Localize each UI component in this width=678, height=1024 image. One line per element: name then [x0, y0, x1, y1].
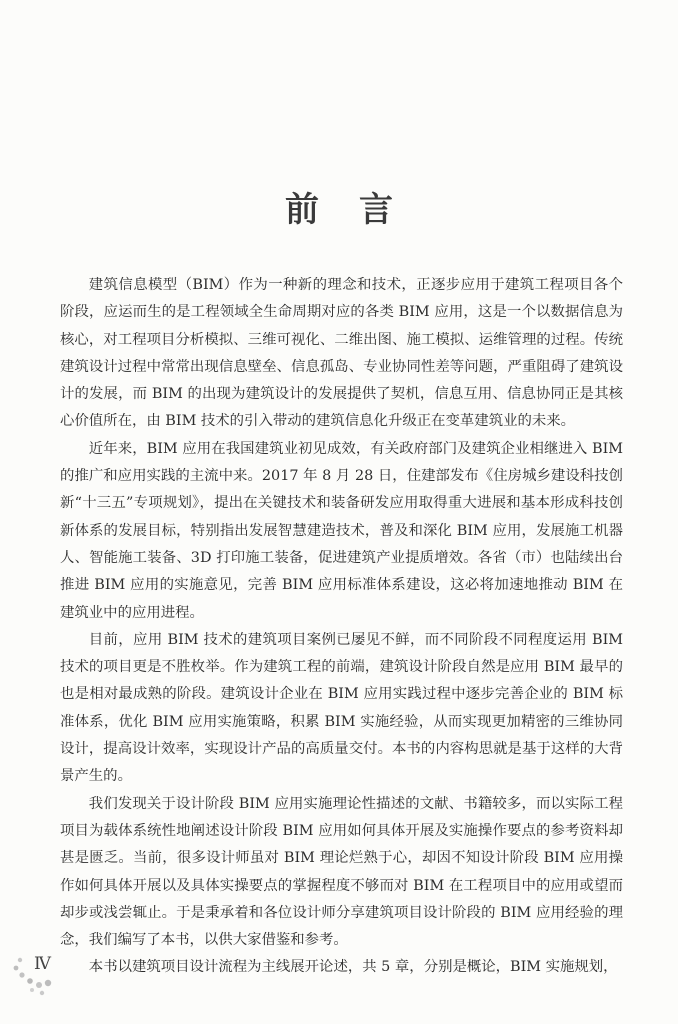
paragraph-5: 本书以建筑项目设计流程为主线展开论述，共 5 章，分别是概论，BIM 实施规划， — [88, 959, 618, 976]
preface-title: 前言 — [285, 190, 433, 230]
page-number: Ⅳ — [34, 954, 51, 973]
page-footer — [10, 950, 70, 1000]
paragraph-2: 近年来，BIM 应用在我国建筑业初见成效，有关政府部门及建筑企业相继进入 BIM 的推广和应用实践的主流中来。2017 年 8 月 28 日，住建部发布《住房城乡建设科技创新“十三五”专项规划》，提出在关键技术和装备研发应用取得重大进展和基本形成科技创新体系的发展目标，特别指出发展智慧建造技术，普及和深化 BIM 应用，发展施工机器人、智能施工装备、3D 打印施工装备，促进建筑产业提质增效。各省（市）也陆续出台推进 BIM 应用的实施意见，完善 BIM 应用标准体系建设，这必将加速地推动 BIM 在建筑业中的应用进程。 — [60, 440, 623, 621]
paragraph-4: 我们发现关于设计阶段 BIM 应用实施理论性描述的文献、书籍较多，而以实际工程项目为载体系统性地阐述设计阶段 BIM 应用如何具体开展及实施操作要点的参考资料却甚是匮乏。当前，很多设计师虽对 BIM 理论烂熟于心，却因不知设计阶段 BIM 应用操作如何具体开展以及具体实操要点的掌握程度不够而对 BIM 在工程项目中的应用或望而却步或浅尝辄止。于是秉承着和各位设计师分享建筑项目设计阶段的 BIM 应用经验的理念，我们编写了本书，以供大家借鉴和参考。 — [60, 795, 623, 949]
paragraph-3: 目前，应用 BIM 技术的建筑项目案例已屡见不鲜，而不同阶段不同程度运用 BIM 技术的项目更是不胜枚举。作为建筑工程的前端，建筑设计阶段自然是应用 BIM 最早的也是相对最成熟的阶段。建筑设计企业在 BIM 应用实践过程中逐步完善企业的 BIM 标准体系，优化 BIM 应用实施策略，积累 BIM 实施经验，从而实现更加精密的三维协同设计，提高设计效率，实现设计产品的高质量交付。本书的内容构思就是基于这样的大背景产生的。 — [60, 631, 623, 785]
paragraph-1: 建筑信息模型（BIM）作为一种新的理念和技术，正逐步应用于建筑工程项目各个阶段，应运而生的是工程领域全生命周期对应的各类 BIM 应用，这是一个以数据信息为核心，对工程项目分析模拟、三维可视化、二维出图、施工模拟、运维管理的过程。传统建筑设计过程中常常出现信息壁垒、信息孤岛、专业协同性差等问题，严重阻碍了建筑设计的发展，而 BIM 的出现为建筑设计的发展提供了契机，信息互用、信息协同正是其核心价值所在，由 BIM 技术的引入带动的建筑信息化升级正在变革建筑业的未来。 — [60, 277, 623, 430]
preface-body — [60, 272, 623, 982]
